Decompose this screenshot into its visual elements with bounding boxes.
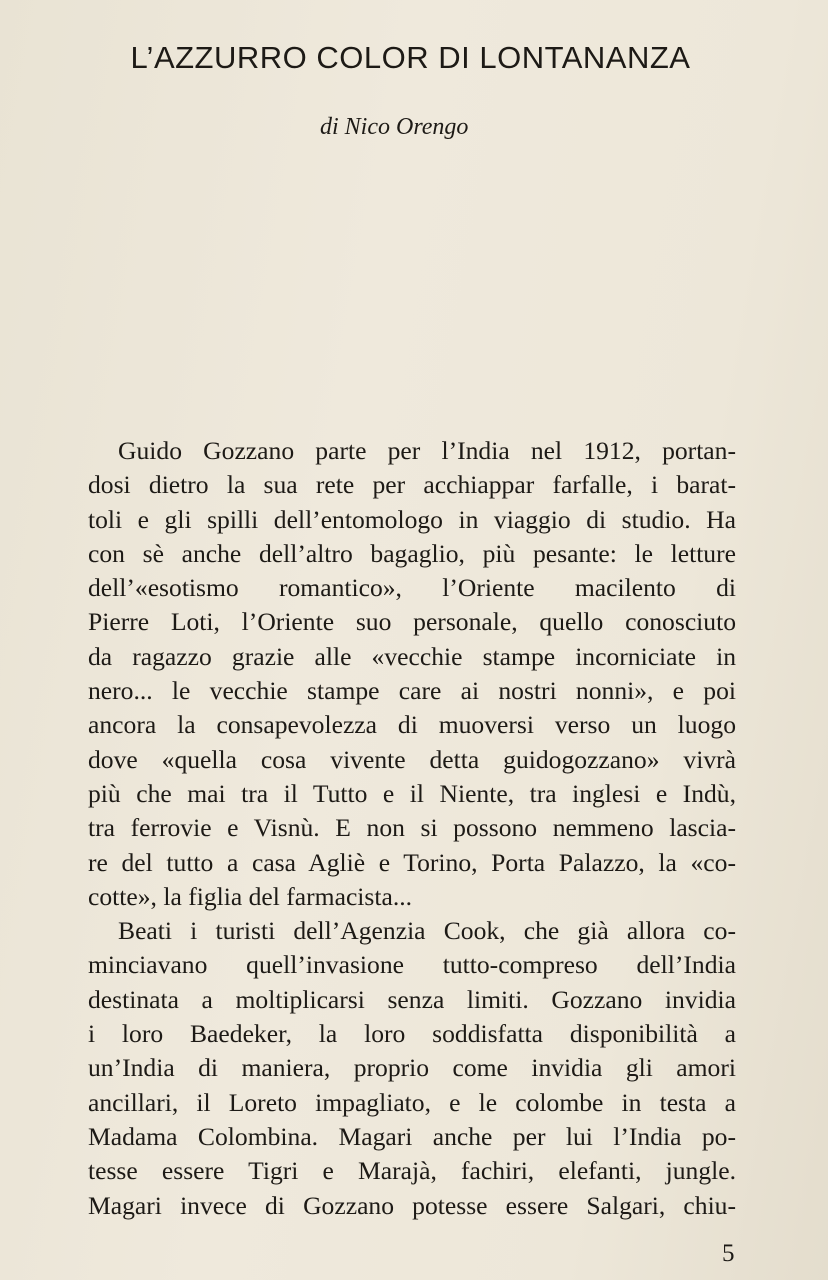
text-line: Pierre Loti, l’Oriente suo personale, quello conosciuto — [88, 607, 736, 637]
page-number: 5 — [722, 1240, 735, 1267]
text-line: tesse essere Tigri e Marajà, fachiri, elefanti, jungle. — [88, 1156, 736, 1186]
text-line: da ragazzo grazie alle «vecchie stampe incorniciate in — [88, 641, 736, 671]
text-line: nero... le vecchie stampe care ai nostri nonni», e poi — [88, 676, 736, 706]
text-line: ancillari, il Loreto impagliato, e le colombe in testa a — [88, 1087, 736, 1117]
text-line: Magari invece di Gozzano potesse essere Salgari, chiu- — [88, 1190, 736, 1220]
text-line: un’India di maniera, proprio come invidia gli amori — [88, 1053, 736, 1083]
text-line: ancora la consapevolezza di muoversi verso un luogo — [88, 710, 736, 740]
text-line: dove «quella cosa vivente detta guidogozzano» vivrà — [88, 744, 736, 774]
text-line: Beati i turisti dell’Agenzia Cook, che già allora co- — [118, 916, 736, 946]
text-line: Guido Gozzano parte per l’India nel 1912, portan- — [118, 436, 736, 465]
text-line: i loro Baedeker, la loro soddisfatta disponibilità a — [88, 1019, 736, 1049]
text-line: dosi dietro la sua rete per acchiappar farfalle, i barat- — [88, 470, 736, 500]
text-line: con sè anche dell’altro bagaglio, più pesante: le letture — [88, 538, 736, 568]
text-line: più che mai tra il Tutto e il Niente, tra inglesi e Indù, — [88, 778, 736, 808]
text-line: re del tutto a casa Agliè e Torino, Porta Palazzo, la «co- — [88, 847, 736, 877]
chapter-title: L’AZZURRO COLOR DI LONTANANZA — [130, 40, 691, 75]
body-text — [88, 434, 736, 1223]
text-line: Madama Colombina. Magari anche per lui l’India po- — [88, 1121, 736, 1151]
text-line: minciavano quell’invasione tutto-compreso dell’India — [88, 950, 736, 980]
text-line: cotte», la figlia del farmacista... — [88, 881, 413, 911]
author-byline: di Nico Orengo — [320, 114, 469, 140]
text-line: toli e gli spilli dell’entomologo in viaggio di studio. Ha — [88, 504, 736, 534]
text-line: dell’«esotismo romantico», l’Oriente macilento di — [88, 573, 736, 603]
text-line: destinata a moltiplicarsi senza limiti. Gozzano invidia — [88, 984, 736, 1014]
text-line: tra ferrovie e Visnù. E non si possono nemmeno lascia- — [88, 813, 736, 843]
